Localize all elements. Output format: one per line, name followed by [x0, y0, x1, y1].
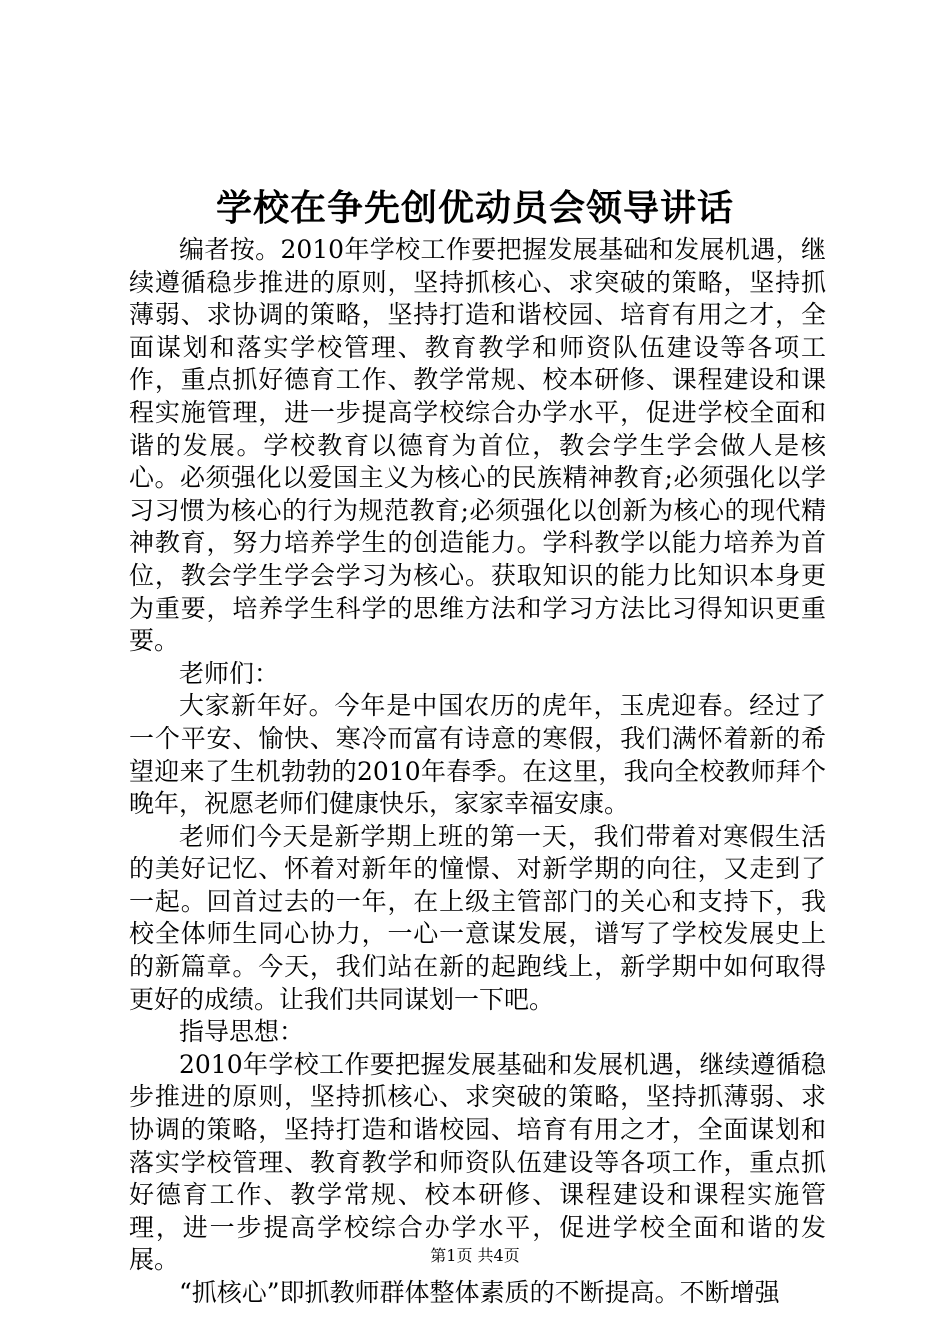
paragraph-heading-guiding-thought: 指导思想： [179, 1017, 305, 1047]
paragraph-guiding-thought: 2010年学校工作要把握发展基础和发展机遇，继续遵循稳步推进的原则，坚持抓核心、求突破的策略，坚持抓薄弱、求协调的策略，坚持打造和谐校园、培育有用之才，全面谋划和落实学校管理、教育教学和师资队伍建设等各项工作，重点抓好德育工作、教学常规、校本研修、课程建设和课程实施管理，进一步提高学校综合办学水平，促进学校全面和谐的发展。 [129, 1049, 826, 1275]
document-title: 学校在争先创优动员会领导讲话 [215, 188, 734, 229]
paragraph-core: “抓核心”即抓教师群体整体素质的不断提高。不断增强 [179, 1278, 780, 1307]
paragraph-greeting: 大家新年好。今年是中国农历的虎年，玉虎迎春。经过了一个平安、愉快、寒冷而富有诗意的寒假，我们满怀着新的希望迎来了生机勃勃的2010年春季。在这里，我向全校教师拜个晚年，祝愿老师们健康快乐，家家幸福安康。 [129, 691, 826, 819]
paragraph-editor-note: 编者按。2010年学校工作要把握发展基础和发展机遇，继续遵循稳步推进的原则，坚持抓核心、求突破的策略，坚持抓薄弱、求协调的策略，坚持打造和谐校园、培育有用之才，全面谋划和落实学校管理、教育教学和师资队伍建设等各项工作，重点抓好德育工作、教学常规、校本研修、课程建设和课程实施管理，进一步提高学校综合办学水平，促进学校全面和谐的发展。学校教育以德育为首位，教会学生学会做人是核心。必须强化以爱国主义为核心的民族精神教育;必须强化以学习习惯为核心的行为规范教育;必须强化以创新为核心的现代精神教育，努力培养学生的创造能力。学科教学以能力培养为首位，教会学生学会学习为核心。获取知识的能力比知识本身更为重要，培养学生科学的思维方法和学习方法比习得知识更重要。 [129, 235, 826, 656]
document-body [129, 234, 826, 1310]
page-number-footer: 第1页 共4页 [430, 1246, 520, 1265]
paragraph-new-semester: 老师们今天是新学期上班的第一天，我们带着对寒假生活的美好记忆、怀着对新年的憧憬、对新学期的向往，又走到了一起。回首过去的一年，在上级主管部门的关心和支持下，我校全体师生同心协力，一心一意谋发展，谱写了学校发展史上的新篇章。今天，我们站在新的起跑线上，新学期中如何取得更好的成绩。让我们共同谋划一下吧。 [129, 821, 826, 1014]
paragraph-salutation: 老师们： [179, 658, 280, 688]
